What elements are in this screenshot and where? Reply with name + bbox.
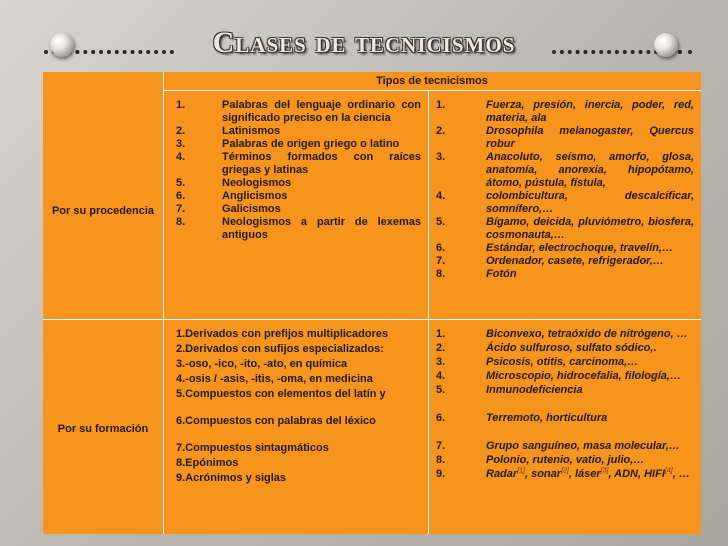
spacer <box>436 425 694 439</box>
column-divider <box>428 90 429 534</box>
list-item: 1.Derivados con prefijos multiplicadores <box>176 328 389 340</box>
spacer <box>436 397 694 411</box>
row-label-formacion: Por su formación <box>57 423 149 435</box>
list-item: 4. colombicultura, descalcificar, somnífero,… <box>436 190 694 215</box>
list-item: 6. Terremoto, horticultura <box>436 412 608 424</box>
column-divider <box>163 72 164 534</box>
row-divider <box>43 319 701 320</box>
list-item: 8. Neologismos a partir de lexemas antiguos <box>176 216 421 241</box>
list-item: 5. Bígamo, deicida, pluviómetro, biosfera, cosmonauta,… <box>436 216 694 241</box>
list-item: 6. Estándar, electrochoque, travelín,… <box>436 242 674 254</box>
list-item: 2.Derivados con sufijos especializados: <box>176 343 384 355</box>
example-text: , sonar <box>524 468 562 480</box>
list-item: 8.Epónimos <box>176 457 239 469</box>
list-item: 3.-oso, -ico, -ito, -ato, en química <box>176 358 348 370</box>
list-item: 3. Anacoluto, seísmo, amorfo, glosa, anatomía, anorexia, hipopótamo, átomo, pústula, fístula, <box>436 151 694 189</box>
footnote-link[interactable]: [1] <box>517 467 525 475</box>
procedencia-examples-list <box>436 99 694 281</box>
list-item: 8. Polonio, rutenio, vatio, julio,… <box>436 454 645 466</box>
list-item: 1. Palabras del lenguaje ordinario con significado preciso en la ciencia <box>176 99 421 124</box>
list-item: 2. Drosophila melanogaster, Quercus robur <box>436 125 694 150</box>
list-item: 1. Fuerza, presión, inercia, poder, red, materia, ala <box>436 99 694 124</box>
list-item: 2. Latinismos <box>176 125 281 137</box>
footnote-link[interactable]: [3] <box>600 467 609 475</box>
list-item: 6. Anglicismos <box>176 190 288 202</box>
list-item: 5. Inmunodeficiencia <box>436 384 583 396</box>
example-text: , ADN, HIFI <box>608 468 665 480</box>
spacer <box>176 402 421 414</box>
list-item: 4.-osis / -asis, -itis, -oma, en medicina <box>176 373 373 385</box>
list-item: 6.Compuestos con palabras del léxico <box>176 415 376 427</box>
list-item: 7. Galicismos <box>176 203 281 215</box>
footnote-link[interactable]: [2] <box>561 467 569 475</box>
tecnicismos-table <box>43 72 701 534</box>
list-item: 9.Acrónimos y siglas <box>176 472 287 484</box>
list-item: 5.Compuestos con elementos del latín y <box>176 388 386 400</box>
footnote-link[interactable]: [4] <box>664 467 673 475</box>
list-item: 4. Microscopio, hidrocefalia, filología,… <box>436 370 681 382</box>
list-item: 3. Palabras de origen griego o latino <box>176 138 400 150</box>
example-text: , láser <box>568 468 601 480</box>
list-item: 7. Ordenador, casete, refrigerador,… <box>436 255 664 267</box>
formacion-types-list <box>176 327 421 486</box>
list-item: 2. Ácido sulfuroso, sulfato sódico,. <box>436 342 657 354</box>
procedencia-types-list <box>176 99 421 242</box>
list-item: 5. Neologismos <box>176 177 292 189</box>
list-item: 4. Términos formados con raíces griegas y latinas <box>176 151 421 176</box>
table-header: Tipos de tecnicismos <box>163 72 701 91</box>
spacer <box>176 429 421 441</box>
example-text: , … <box>672 468 690 480</box>
formacion-examples-list <box>436 327 694 481</box>
list-item: 8. Fotón <box>436 268 517 280</box>
example-text: Radar <box>486 468 518 480</box>
list-item: 9. Radar[1], sonar[2], láser[3], ADN, HIFI[4], … <box>436 467 690 480</box>
list-item: 7.Compuestos sintagmáticos <box>176 442 329 454</box>
slide-title: Clases de tecnicismos <box>212 26 516 59</box>
list-item: 7. Grupo sanguíneo, masa molecular,… <box>436 440 680 452</box>
list-item: 3. Psicosis, otitis, carcinoma,… <box>436 356 639 368</box>
list-item: 1. Biconvexo, tetraóxido de nitrógeno, … <box>436 328 688 340</box>
row-label-procedencia: Por su procedencia <box>51 205 155 217</box>
